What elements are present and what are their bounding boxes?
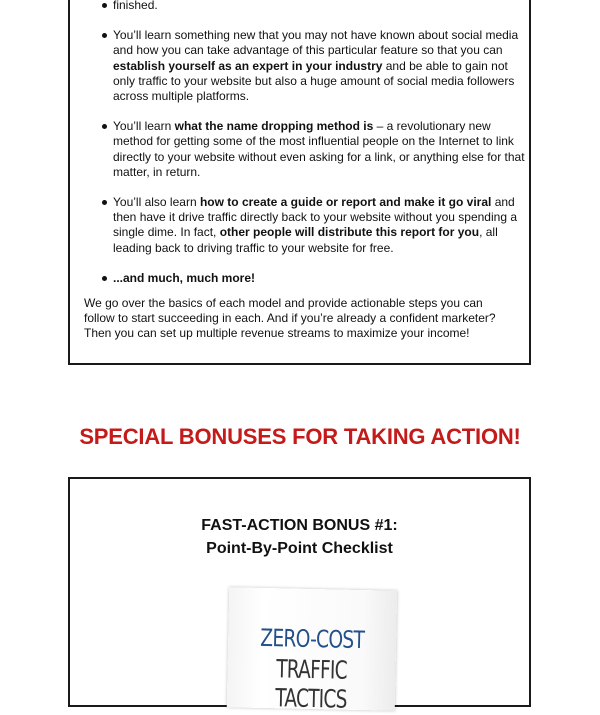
- feature-bullet: [113, 0, 525, 13]
- feature-bullet: [113, 271, 525, 286]
- feature-bullet: [113, 195, 525, 256]
- bullet-text: You’ll learn: [113, 119, 175, 134]
- feature-bullet: [113, 28, 525, 104]
- bullet-text: – a revolutionary new method for getting some of the most influential people on the Internet to link directly to your website without even asking for a link, or anything else for that matter, in return.: [113, 119, 525, 179]
- bullet-bold-text: what the name dropping method is: [174, 119, 374, 134]
- feature-bullet-list: [113, 0, 525, 301]
- bullet-text: and then have it drive traffic directly back to your website without you spending a single dime. In fact,: [113, 195, 517, 240]
- bullet-text: finished.: [113, 0, 158, 12]
- bullet-text: You’ll learn something new that you may not have known about social media and how you can take advantage of this particular feature so that you can: [113, 28, 519, 58]
- bonus-title-line1: FAST-ACTION BONUS #1:: [201, 517, 398, 534]
- bullet-bold-text: how to create a guide or report and make it go viral: [199, 195, 492, 210]
- bullet-text: You’ll also learn: [113, 195, 200, 210]
- bonuses-heading: SPECIAL BONUSES FOR TAKING ACTION!: [79, 424, 521, 449]
- bullet-bold-text: ...and much, much more!: [113, 270, 256, 285]
- cover-title-line2: TRAFFIC TACTICS: [274, 654, 348, 714]
- bullet-text: and be able to gain not only traffic to your website but also a huge amount of social media followers across multiple platforms.: [113, 58, 515, 104]
- closing-paragraph: We go over the basics of each model and provide actionable steps you can follow to start succeeding in each. And if you’re already a confident marketer? Then you can set up multiple revenue streams to maximize your income!: [84, 296, 496, 341]
- product-cover-image: [227, 587, 397, 714]
- bullet-bold-text: establish yourself as an expert in your industry: [113, 58, 383, 73]
- feature-bullet: [113, 119, 525, 180]
- bonus-title-line2: Point-By-Point Checklist: [206, 540, 393, 557]
- feature-list-box: [68, 0, 531, 365]
- cover-title-line1: ZERO-COST: [260, 623, 365, 655]
- bonus-title: [70, 514, 529, 560]
- bullet-text: , all leading back to driving traffic to your website for free.: [113, 225, 498, 255]
- bonus-box: [68, 477, 531, 714]
- bullet-bold-text: other people will distribute this report for you: [219, 225, 480, 240]
